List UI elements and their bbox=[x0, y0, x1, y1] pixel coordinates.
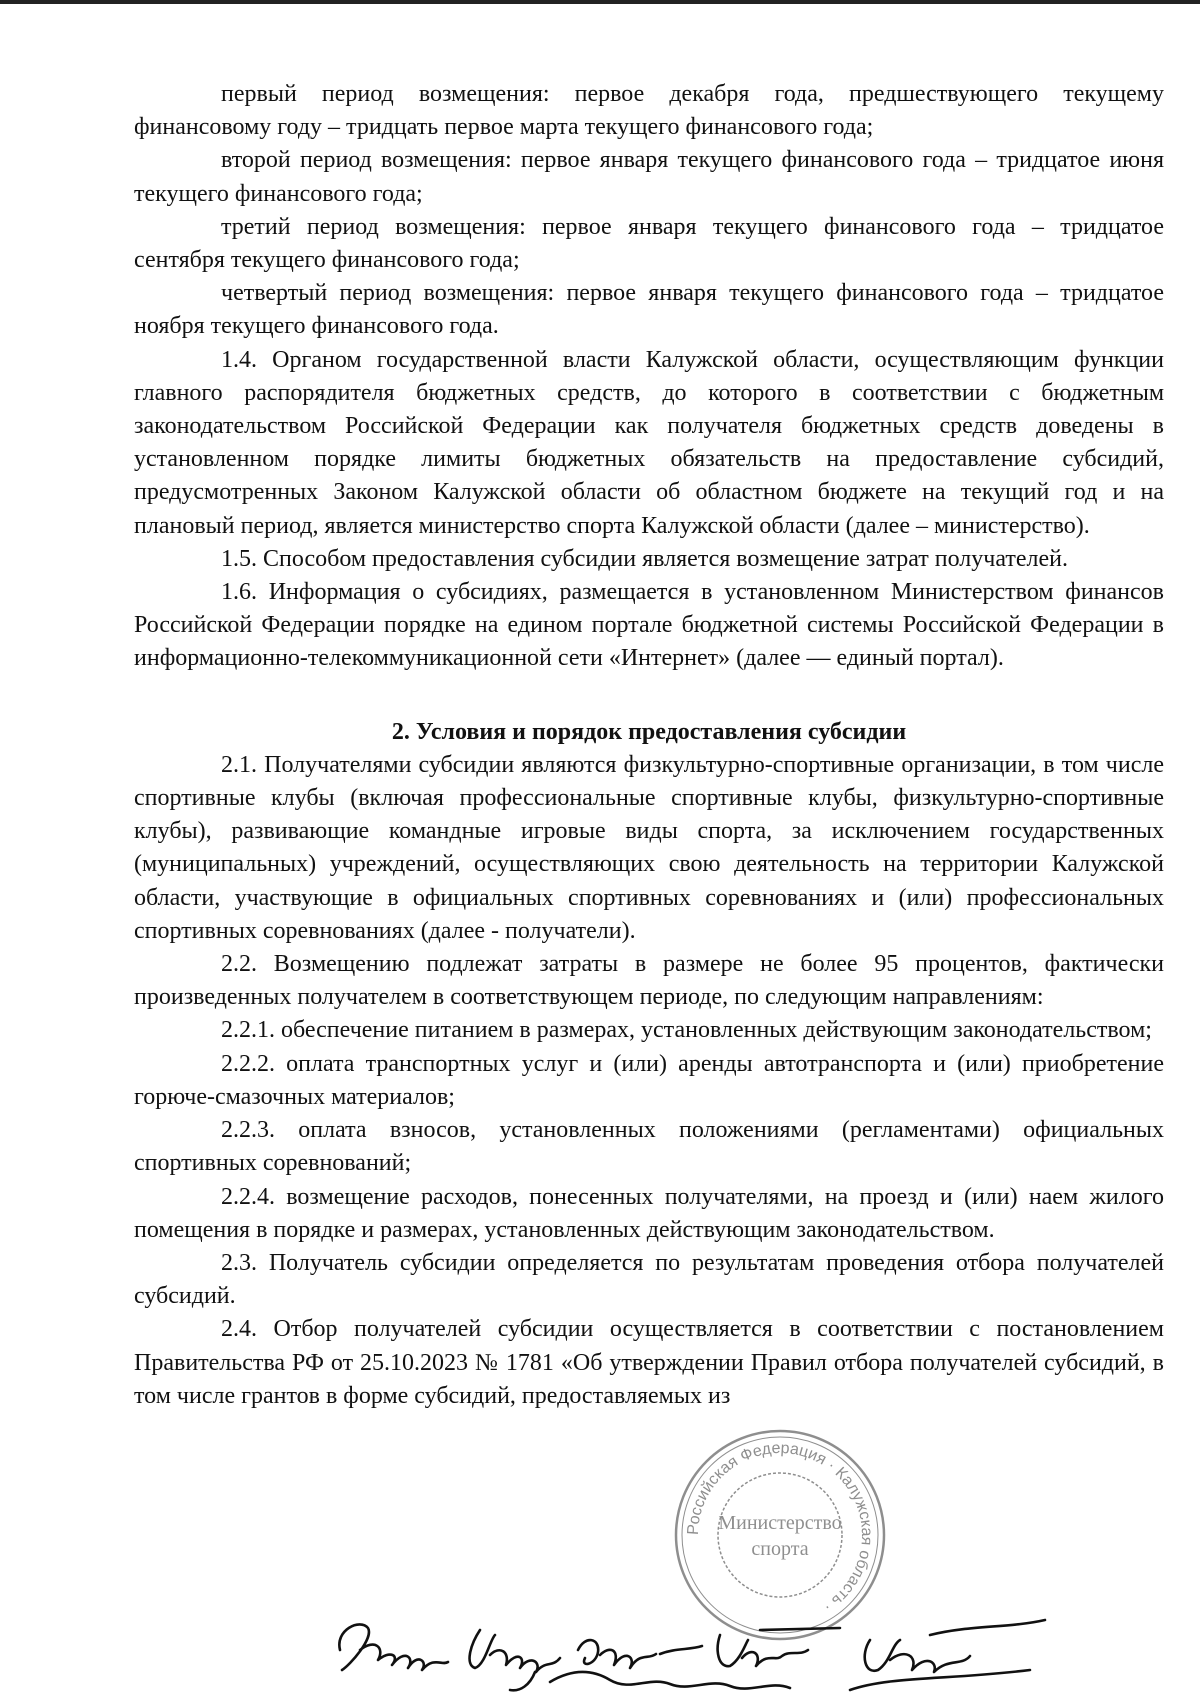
paragraph: 2.2.4. возмещение расходов, понесенных получателями, на проезд и (или) наем жилого помещения в порядке и размерах, установленных действующим законодательством. bbox=[134, 1183, 1164, 1243]
handwritten-signature bbox=[330, 1610, 1050, 1697]
section-heading: 2. Условия и порядок предоставления субсидии bbox=[391, 718, 907, 745]
paragraph: 2.2. Возмещению подлежат затраты в размере не более 95 процентов, фактически произведенных получателем в соответствующем периоде, по следующим направлениям: bbox=[134, 951, 1164, 1011]
paragraph: второй период возмещения: первое января текущего финансового года – тридцатое июня текущего финансового года; bbox=[134, 147, 1164, 207]
paragraph: 2.4. Отбор получателей субсидии осуществляется в соответствии с постановлением Правительства РФ от 25.10.2023 № 1781 «Об утверждении Правил отбора получателей субсидий, в том числе грантов в форме субсидий, предоставляемых из bbox=[134, 1316, 1164, 1409]
paragraph: 2.2.1. обеспечение питанием в размерах, установленных действующим законодательством; bbox=[221, 1017, 1152, 1044]
seal-inner-text-1: Министерство bbox=[718, 1512, 842, 1534]
paragraph: первый период возмещения: первое декабря года, предшествующего текущему финансовому году – тридцать первое марта текущего финансового года; bbox=[134, 81, 1164, 141]
paragraph: 2.2.3. оплата взносов, установленных положениями (регламентами) официальных спортивных соревнований; bbox=[134, 1117, 1164, 1177]
document-body bbox=[134, 78, 1164, 1413]
paragraph: 2.1. Получателями субсидии являются физкультурно-спортивные организации, в том числе спортивные клубы (включая профессиональные спортивные клубы, физкультурно-спортивные клубы), развивающие командные игровые виды спорта, за исключением государственных (муниципальных) учреждений, осуществляющих свою деятельность на территории Калужской области, участвующие в официальных спортивных соревнованиях и (или) профессиональных спортивных соревнованиях (далее - получатели). bbox=[134, 751, 1164, 944]
paragraph: 1.5. Способом предоставления субсидии является возмещение затрат получателей. bbox=[221, 545, 1068, 572]
paragraph: 2.3. Получатель субсидии определяется по результатам проведения отбора получателей субсидий. bbox=[134, 1249, 1164, 1310]
paragraph: четвертый период возмещения: первое января текущего финансового года – тридцатое ноября текущего финансового года. bbox=[134, 280, 1164, 340]
paragraph: 1.4. Органом государственной власти Калужской области, осуществляющим функции главного распорядителя бюджетных средств, до которого в соответствии с бюджетным законодательством Российской Федерации как получателя бюджетных средств доведены в установленном порядке лимиты бюджетных обязательств на предоставление субсидий, предусмотренных Законом Калужской области об областном бюджете на текущий год и на плановый период, является министерство спорта Калужской области (далее – министерство). bbox=[134, 346, 1164, 539]
seal-outer-text: Российская Федерация · Калужская область · bbox=[684, 1439, 876, 1616]
paragraph: 1.6. Информация о субсидиях, размещается в установленном Министерством финансов Российской Федерации порядке на едином портале бюджетной системы Российской Федерации в информационно-телекоммуникационной сети «Интернет» (далее — единый портал). bbox=[134, 579, 1164, 672]
paragraph: третий период возмещения: первое января текущего финансового года – тридцатое сентября текущего финансового года; bbox=[134, 213, 1164, 274]
paragraph: 2.2.2. оплата транспортных услуг и (или) аренды автотранспорта и (или) приобретение горюче-смазочных материалов; bbox=[134, 1050, 1164, 1110]
top-border-line bbox=[0, 0, 1200, 4]
seal-inner-text-2: спорта bbox=[751, 1538, 809, 1560]
